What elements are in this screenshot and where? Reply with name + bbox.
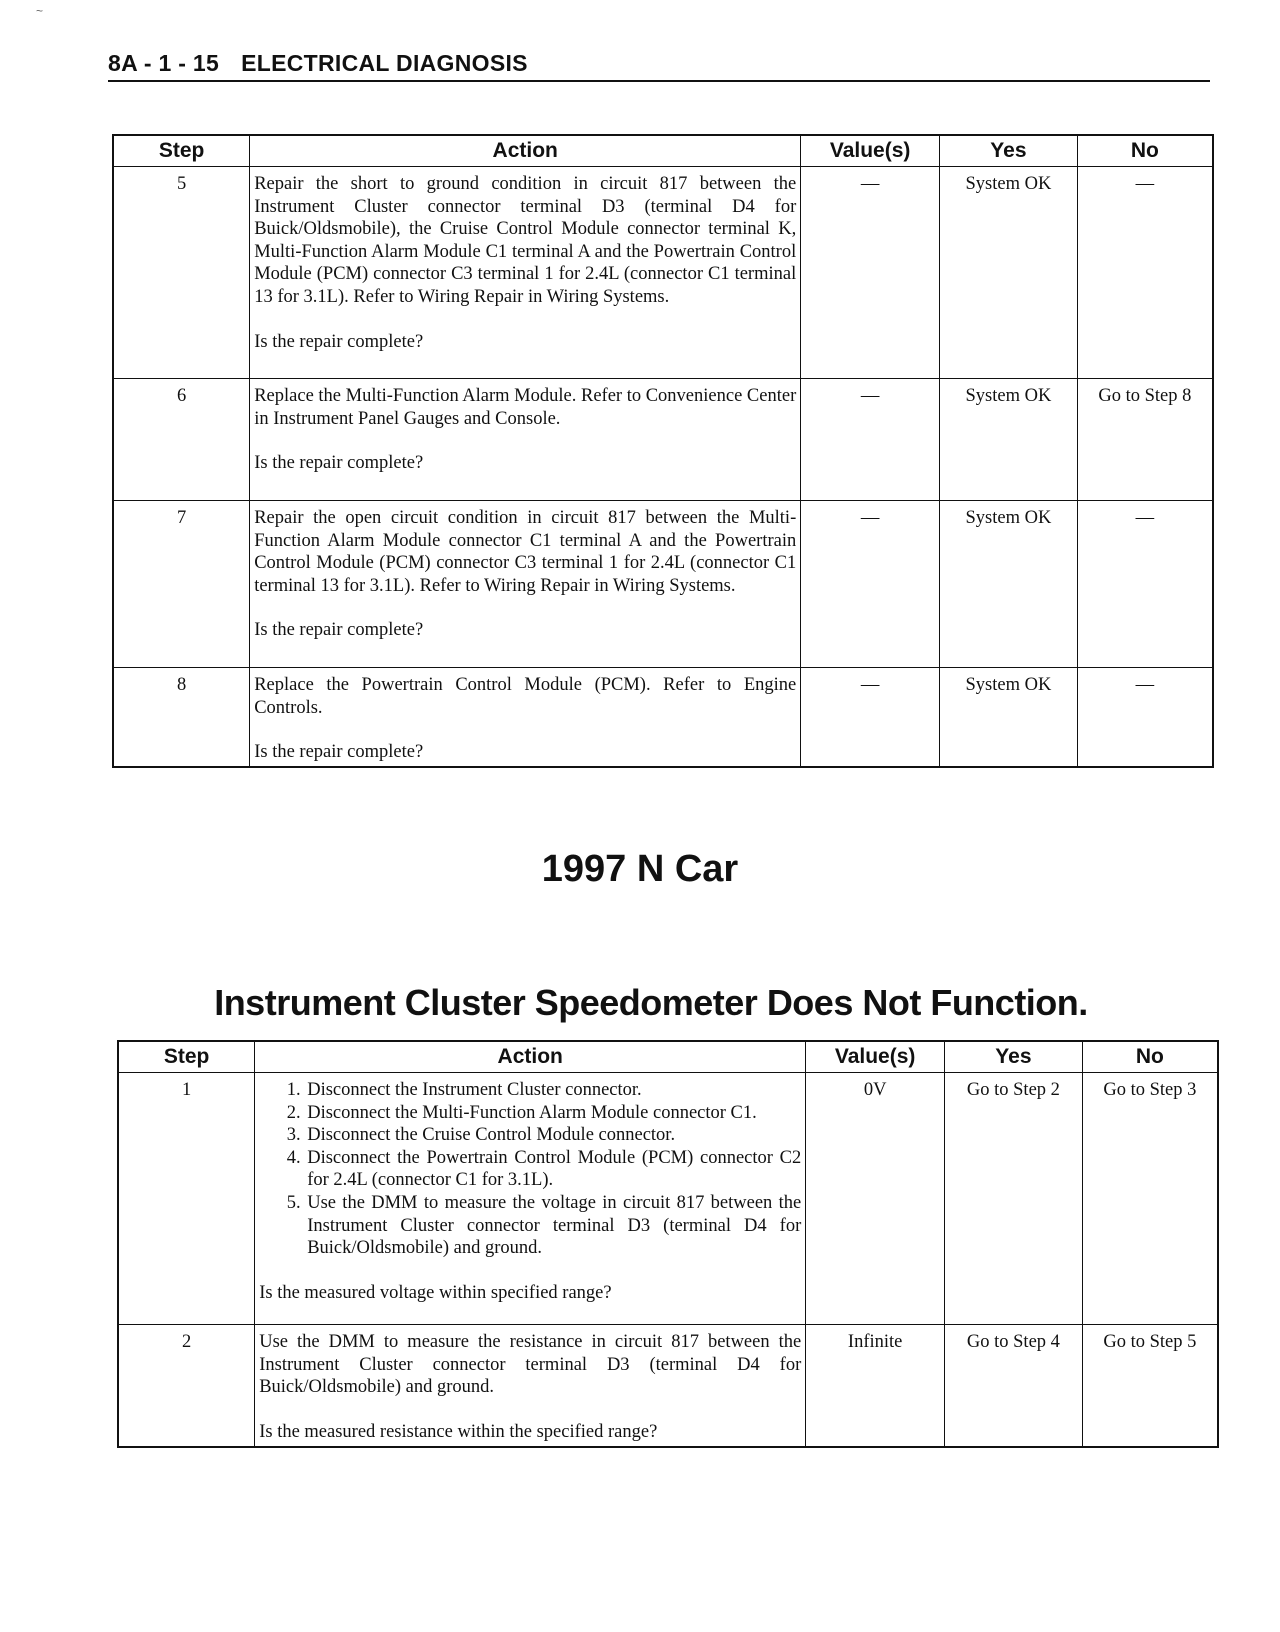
action-text: Replace the Multi-Function Alarm Module. Refer to Convenience Center in Instrument Panel Gauges and Console. [254,386,797,429]
list-item: 1. Disconnect the Instrument Cluster connector. [305,1079,801,1102]
table-row [113,668,1213,767]
action-cell [250,167,801,379]
yes-cell: Go to Step 4 [945,1325,1083,1447]
col-yes: Yes [940,135,1078,167]
step-number: 1 [118,1073,255,1325]
action-list [259,1079,801,1260]
yes-cell: Go to Step 2 [945,1073,1083,1325]
diagnostic-table [117,1040,1219,1448]
action-cell [250,668,801,767]
table-row [118,1073,1218,1325]
action-text: Use the DMM to measure the resistance in circuit 817 between the Instrument Cluster connector terminal D3 (terminal D4 for Buick/Oldsmobile) and ground. [259,1332,802,1398]
no-cell: Go to Step 3 [1082,1073,1218,1325]
list-item: 5. Use the DMM to measure the voltage in circuit 817 between the Instrument Cluster connector terminal D3 (terminal D4 for Buick/Oldsmobile) and ground. [305,1192,801,1260]
action-text: Repair the short to ground condition in circuit 817 between the Instrument Cluster connector terminal D3 (terminal D4 for Buick/Oldsmobile), the Cruise Control Module connector terminal K, Multi-Function Alarm Module C1 terminal A and the Powertrain Control Module (PCM) connector C3 terminal 1 for 2.4L (connector C1 terminal 13 for 3.1L). Refer to Wiring Repair in Wiring Systems. [254,174,797,307]
yes-cell: System OK [940,379,1078,501]
value-cell: Infinite [806,1325,945,1447]
section-title: ELECTRICAL DIAGNOSIS [241,50,528,76]
action-question: Is the measured resistance within the specified range? [259,1421,658,1442]
col-values: Value(s) [801,135,940,167]
action-cell [250,379,801,501]
no-cell: — [1077,501,1213,668]
corner-mark: ~ [36,4,44,18]
list-item: 4. Disconnect the Powertrain Control Module (PCM) connector C2 for 2.4L (connector C1 for 3.1L). [305,1147,801,1192]
table-row [113,167,1213,379]
yes-cell: System OK [940,501,1078,668]
step-number: 8 [113,668,250,767]
car-title: 1997 N Car [541,848,739,890]
step-number: 2 [118,1325,255,1447]
action-question: Is the repair complete? [254,453,424,474]
yes-cell: System OK [940,668,1078,767]
yes-cell: System OK [940,167,1078,379]
no-cell: Go to Step 8 [1077,379,1213,501]
table-header-row [118,1041,1218,1073]
col-yes: Yes [945,1041,1083,1073]
list-item: 3. Disconnect the Cruise Control Module connector. [305,1124,801,1147]
page-header [108,50,1210,82]
section-number: 8A - 1 - 15 [108,50,220,76]
action-text: Replace the Powertrain Control Module (PCM). Refer to Engine Controls. [254,675,797,718]
value-cell: 0V [806,1073,945,1325]
table-header-row [113,135,1213,167]
action-question: Is the repair complete? [254,331,424,352]
col-no: No [1077,135,1213,167]
col-step: Step [118,1041,255,1073]
action-cell [255,1073,806,1325]
col-no: No [1082,1041,1218,1073]
action-question: Is the measured voltage within specified range? [259,1282,612,1303]
list-item: 2. Disconnect the Multi-Function Alarm Module connector C1. [305,1102,801,1125]
table-row [113,379,1213,501]
col-action: Action [255,1041,806,1073]
no-cell: — [1077,167,1213,379]
step-number: 7 [113,501,250,668]
action-text: Repair the open circuit condition in circuit 817 between the Multi-Function Alarm Module connector C1 terminal A and the Powertrain Control Module (PCM) connector C3 terminal 1 for 2.4L (connector C1 terminal 13 for 3.1L). Refer to Wiring Repair in Wiring Systems. [254,508,797,596]
no-cell: — [1077,668,1213,767]
col-action: Action [250,135,801,167]
table-row [118,1325,1218,1447]
value-cell: — [801,379,940,501]
table-row [113,501,1213,668]
step-number: 6 [113,379,250,501]
no-cell: Go to Step 5 [1082,1325,1218,1447]
value-cell: — [801,167,940,379]
value-cell: — [801,501,940,668]
col-step: Step [113,135,250,167]
step-number: 5 [113,167,250,379]
action-cell [250,501,801,668]
action-cell [255,1325,806,1447]
diagnostic-table-continued [112,134,1214,768]
col-values: Value(s) [806,1041,945,1073]
action-question: Is the repair complete? [254,742,424,763]
action-question: Is the repair complete? [254,620,424,641]
procedure-title: Instrument Cluster Speedometer Does Not Function. [214,982,1088,1023]
value-cell: — [801,668,940,767]
